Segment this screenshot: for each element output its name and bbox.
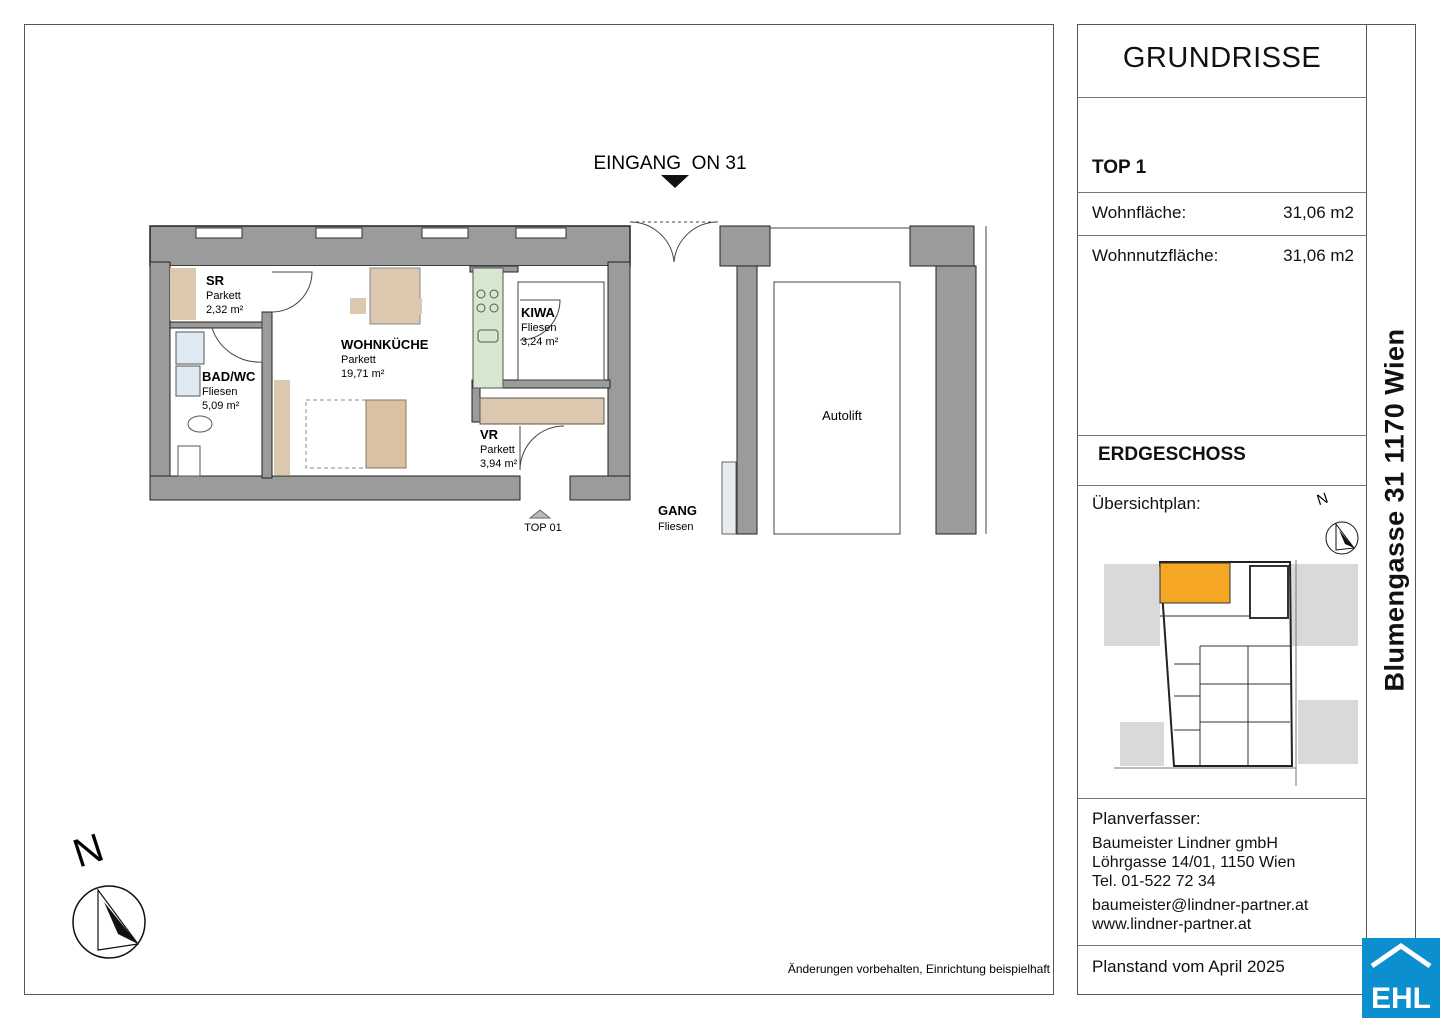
wohnflaeche-value: 31,06 m2 (1283, 203, 1354, 222)
svg-text:19,71 m²: 19,71 m² (341, 368, 385, 380)
svg-text:Fliesen: Fliesen (521, 322, 557, 334)
svg-text:Parkett: Parkett (480, 444, 515, 456)
author-line-address: Löhrgasse 14/01, 1150 Wien (1092, 854, 1296, 871)
top-marker-label: TOP 01 (524, 522, 562, 534)
room-kiwa (521, 305, 559, 348)
kitchen-counter (473, 268, 503, 388)
wohnnutzflaeche-value: 31,06 m2 (1283, 246, 1354, 265)
svg-text:5,09 m²: 5,09 m² (202, 400, 240, 412)
shower (176, 332, 204, 364)
wohnnutzflaeche-label: Wohnnutzfläche: (1092, 246, 1219, 265)
unit-label: TOP 1 (1092, 157, 1147, 178)
svg-text:GANG: GANG (658, 503, 697, 518)
north-arrow-icon (73, 886, 145, 958)
author-line-company: Baumeister Lindner gmbH (1092, 835, 1278, 852)
svg-text:VR: VR (480, 427, 499, 442)
author-website[interactable]: www.lindner-partner.at (1092, 916, 1252, 933)
disclaimer: Änderungen vorbehalten, Einrichtung beispielhaft (787, 962, 1050, 976)
bench (274, 380, 290, 475)
svg-text:3,94 m²: 3,94 m² (480, 458, 518, 470)
svg-text:SR: SR (206, 273, 225, 288)
svg-text:3,24 m²: 3,24 m² (521, 336, 559, 348)
sofa (366, 400, 406, 468)
entrance-arrow-icon (661, 175, 689, 188)
page-title: GRUNDRISSE (1122, 42, 1322, 74)
wohnnutzflaeche-row (1077, 236, 1367, 436)
overview-plan (1100, 486, 1364, 798)
svg-text:BAD/WC: BAD/WC (202, 369, 256, 384)
author-email[interactable]: baumeister@lindner-partner.at (1092, 897, 1309, 914)
overview-label: Übersichtplan: (1092, 494, 1201, 513)
floor-label: ERDGESCHOSS (1098, 444, 1246, 465)
author-heading: Planverfasser: (1092, 809, 1201, 828)
svg-text:Parkett: Parkett (206, 290, 241, 302)
toilet (188, 416, 212, 432)
svg-text:2,32 m²: 2,32 m² (206, 304, 244, 316)
svg-text:KIWA: KIWA (521, 305, 555, 320)
plan-date: Planstand vom April 2025 (1092, 957, 1285, 976)
ehl-logo[interactable] (1362, 938, 1440, 1018)
overview-north-icon (1326, 522, 1358, 554)
entrance-label: EINGANG ON 31 (593, 153, 747, 174)
overview-north-letter: N (1314, 489, 1331, 510)
ehl-logo-text: EHL (1371, 982, 1431, 1015)
sr-floor (170, 268, 196, 320)
room-gang (658, 503, 697, 533)
wall-bottom (150, 476, 520, 500)
house-roof-icon (1372, 946, 1430, 966)
elevator-label: Autolift (822, 408, 862, 423)
wall-right (608, 262, 630, 500)
address-vertical: Blumengasse 31 1170 Wien (1379, 328, 1410, 692)
wall-left (150, 262, 170, 500)
svg-text:Parkett: Parkett (341, 354, 376, 366)
top-marker-icon (530, 510, 550, 518)
vr-shelf (480, 398, 604, 424)
svg-text:Fliesen: Fliesen (658, 521, 694, 533)
wall-bath (262, 312, 272, 478)
svg-text:WOHNKÜCHE: WOHNKÜCHE (341, 337, 429, 352)
wohnflaeche-label: Wohnfläche: (1092, 203, 1187, 222)
dining-table (370, 268, 420, 324)
svg-text:Fliesen: Fliesen (202, 386, 238, 398)
overview-top1-highlight (1160, 563, 1230, 603)
north-letter: N (67, 825, 109, 877)
author-line-phone: Tel. 01-522 72 34 (1092, 873, 1216, 890)
